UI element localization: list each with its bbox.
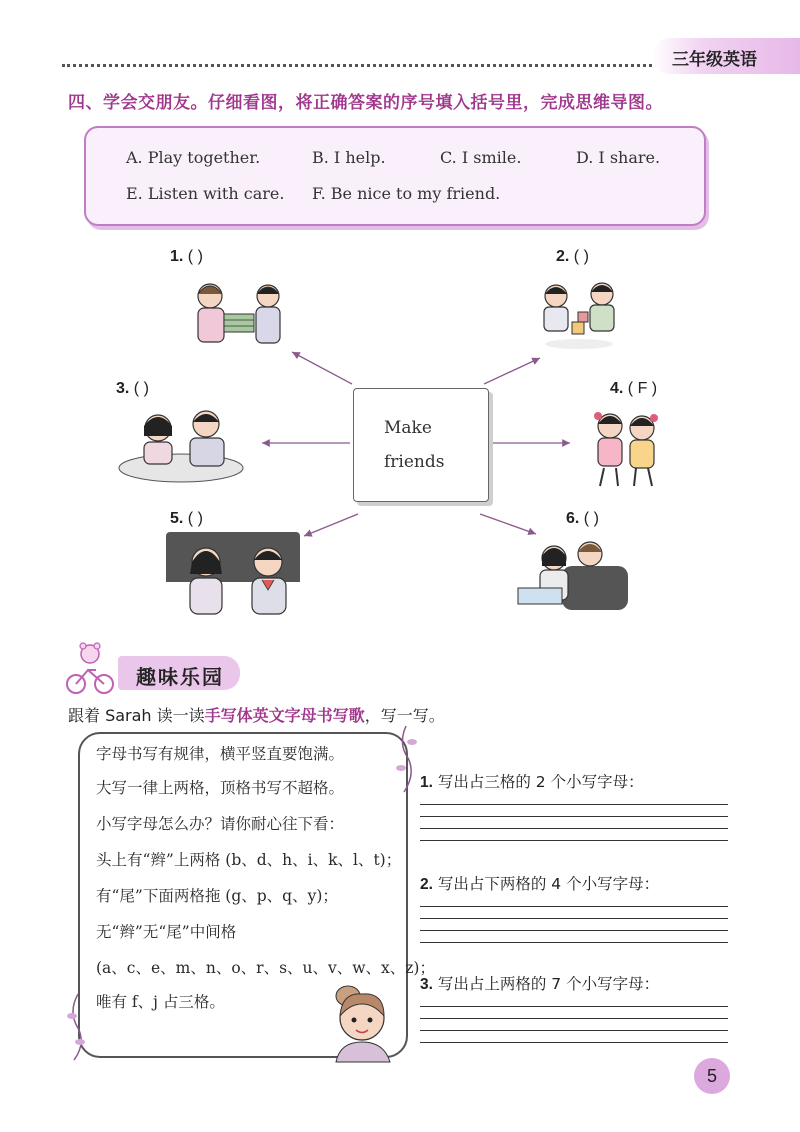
item-1-label: 1. ( ) [170,248,203,265]
sarah-illustration [322,982,408,1064]
picture-1-sharing-books [186,276,290,358]
poem-line-3: 小写字母怎么办？请你耐心往下看： [96,815,345,833]
mindmap-center [353,388,489,502]
vine-decoration-bottom [66,992,88,1062]
writing-line[interactable] [420,1042,728,1043]
item-4-label: 4. ( F ) [610,380,658,397]
picture-5-smiling [166,532,300,618]
picture-6-helping [506,536,630,616]
poem-line-2: 大写一律上两格，顶格书写不超格。 [96,779,345,797]
poem-line-7: (a、c、e、m、n、o、r、s、u、v、w、x、z)； [96,959,435,977]
arrow-to-1 [292,352,352,384]
picture-3-listening [114,402,248,488]
item-2-label: 2. ( ) [556,248,589,265]
grade-label: 三年级英语 [672,50,757,70]
arrow-to-2 [484,358,540,384]
arrow-to-5 [304,514,358,536]
poem-line-8: 唯有 f、j 占三格。 [96,993,225,1011]
writing-line[interactable] [420,1018,728,1019]
picture-2-playing-together [534,276,624,356]
writing-line[interactable] [420,918,728,919]
poem-line-6: 无“辫”无“尾”中间格 [96,923,237,941]
option-e: E. Listen with care. [126,184,285,203]
writing-line[interactable] [420,942,728,943]
poem-line-1: 字母书写有规律，横平竖直要饱满。 [96,745,345,763]
item-6-label: 6. ( ) [566,510,599,527]
writing-line[interactable] [420,840,728,841]
poem-line-4: 头上有“辫”上两格 (b、d、h、i、k、l、t)； [96,851,402,869]
center-line-1: Make [384,418,432,438]
item-5-label: 5. ( ) [170,510,203,527]
question-3: 3. 写出占上两格的 7 个小写字母： [420,975,660,993]
writing-line[interactable] [420,906,728,907]
center-line-2: friends [384,452,445,472]
writing-line[interactable] [420,804,728,805]
option-b: B. I help. [312,148,386,167]
writing-line[interactable] [420,816,728,817]
option-f: F. Be nice to my friend. [312,184,501,203]
writing-line[interactable] [420,930,728,931]
question-2: 2. 写出占下两格的 4 个小写字母： [420,875,660,893]
question-1: 1. 写出占三格的 2 个小写字母： [420,773,644,791]
vine-decoration-top [396,724,418,794]
fun-instruction: 跟着 Sarah 读一读手写体英文字母书写歌，写一写。 [68,706,445,725]
page-number: 5 [694,1058,730,1094]
poem-line-5: 有“尾”下面两格拖 (g、p、q、y)； [96,887,338,905]
writing-line[interactable] [420,828,728,829]
option-d: D. I share. [576,148,661,167]
bicycle-bear-icon [64,640,116,696]
writing-line[interactable] [420,1006,728,1007]
section-title: 四、学会交朋友。仔细看图，将正确答案的序号填入括号里，完成思维导图。 [68,93,663,113]
item-3-label: 3. ( ) [116,380,149,397]
fun-section-title: 趣味乐园 [136,665,224,689]
writing-line[interactable] [420,1030,728,1031]
option-a: A. Play together. [126,148,261,167]
option-c: C. I smile. [440,148,522,167]
arrow-to-6 [480,514,536,534]
picture-4-be-nice [584,404,668,492]
